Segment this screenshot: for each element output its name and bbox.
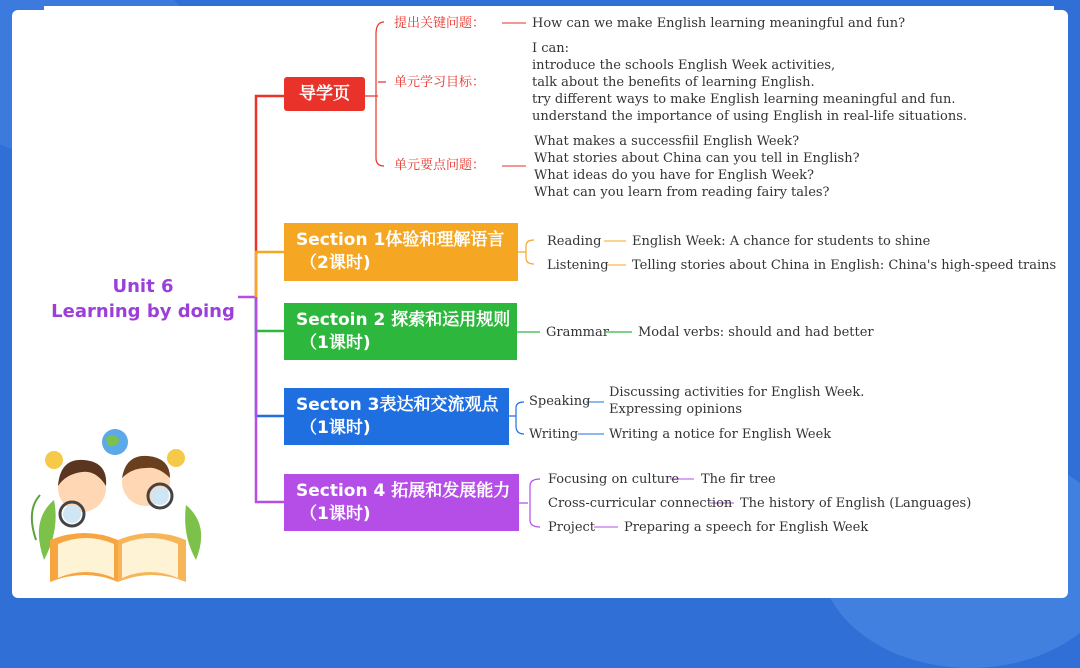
question-line: What stories about China can you tell in English? [534, 151, 860, 166]
goals-line: try different ways to make English learning meaningful and fun. [532, 92, 956, 107]
section1-item-detail: Telling stories about China in English: China's high-speed trains [632, 258, 1057, 273]
section3-item-detail: Discussing activities for English Week. [609, 385, 865, 400]
question-line: What can you learn from reading fairy tales? [534, 185, 830, 200]
section4-hours: （1课时) [300, 504, 371, 524]
section4-item-detail: The fir tree [701, 472, 776, 487]
goals-label: 单元学习目标： [394, 75, 486, 90]
questions-label: 单元要点问题： [394, 158, 486, 173]
section2-item-label: Grammar [546, 325, 609, 340]
guide-title: 导学页 [299, 84, 350, 104]
center-title: Learning by doing [51, 301, 235, 322]
section3-hours: （1课时) [300, 418, 371, 438]
section2-item-detail: Modal verbs: should and had better [638, 325, 874, 340]
section1-item-label: Reading [547, 234, 602, 249]
section3-item-detail: Expressing opinions [609, 402, 743, 417]
goals-line: introduce the schools English Week activities, [532, 58, 836, 73]
section1-item-detail: English Week: A chance for students to shine [632, 234, 931, 249]
section3-title: Secton 3表达和交流观点 [296, 395, 499, 415]
goals-line: understand the importance of using English in real-life situations. [532, 109, 968, 124]
section2-title: Sectoin 2 探索和运用规则 [296, 310, 511, 330]
section4-item-label: Project [548, 520, 596, 535]
key-question: How can we make English learning meaningful and fun? [532, 16, 906, 31]
section4-item-detail: The history of English (Languages) [740, 496, 972, 511]
section3-item-detail: Writing a notice for English Week [609, 427, 832, 442]
goals-line: I can: [532, 41, 570, 56]
section4-item-detail: Preparing a speech for English Week [624, 520, 869, 535]
section2-hours: （1课时) [300, 333, 371, 353]
section3-item-label: Writing [529, 427, 579, 442]
question-line: What ideas do you have for English Week? [534, 168, 815, 183]
section4-item-label: Focusing on culture [548, 472, 680, 487]
goals-line: talk about the benefits of learning English. [532, 75, 815, 90]
section4-item-label: Cross-curricular connection [548, 496, 733, 511]
question-line: What makes a successfiil English Week? [534, 134, 800, 149]
section1-title: Section 1体验和理解语言 [296, 230, 505, 250]
section4-title: Section 4 拓展和发展能力 [296, 481, 511, 501]
section1-item-label: Listening [547, 258, 609, 273]
section3-item-label: Speaking [529, 394, 591, 409]
key-question-label: 提出关键问题： [394, 16, 486, 31]
section1-hours: （2课时) [300, 253, 371, 273]
center-unit: Unit 6 [112, 276, 174, 297]
